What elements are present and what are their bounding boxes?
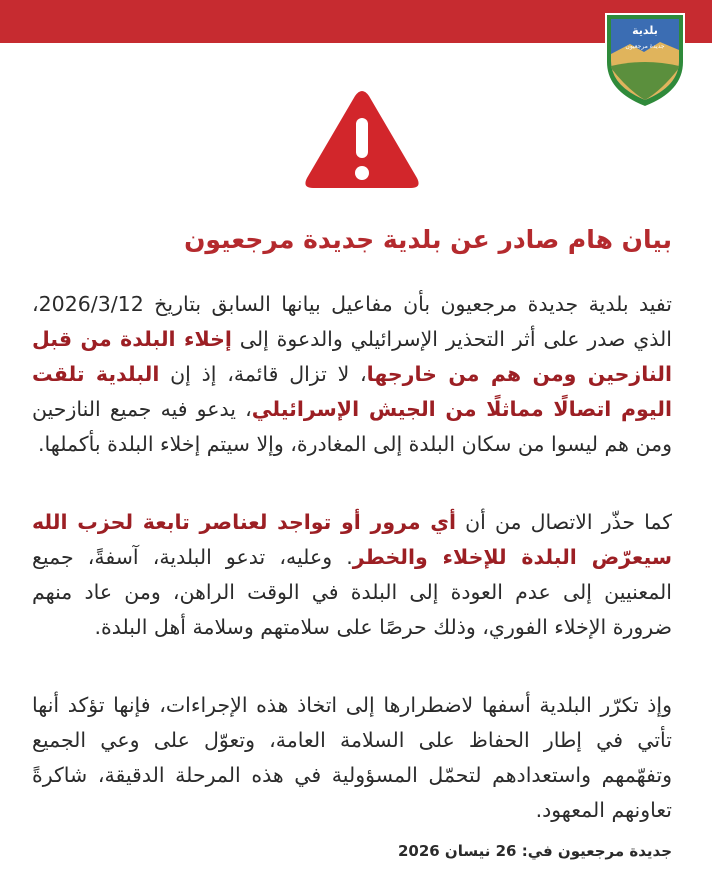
paragraph-3: وإذ تكرّر البلدية أسفها لاضطرارها إلى اتخاذ هذه الإجراءات، فإنها تؤكد أنها تأتي في إطار الحفاظ على السلامة العامة، وتعوّل على وعي الجميع وتفهّمهم واستعدادهم لتحمّل المسؤولية في هذه المرحلة الدقيقة، شاكرةً تعاونهم المعهود. <box>32 693 672 822</box>
svg-text:جديدة مرجعيون: جديدة مرجعيون <box>625 43 665 50</box>
paragraph-1: تفيد بلدية جديدة مرجعيون بأن مفاعيل بيانها السابق بتاريخ 2026/3/12، الذي صدر على أثر التحذير الإسرائيلي والدعوة إلى إخلاء البلدة من قبل النازحين ومن هم من خارجها، لا تزال قائمة، إذ إن البلدية تلقت اليوم اتصالًا مماثلًا من الجيش الإسرائيلي، يدعو فيه جميع النازحين ومن هم ليسوا من سكان البلدة إلى المغادرة، وإلا سيتم إخلاء البلدة بأكملها. <box>32 292 672 456</box>
municipality-logo <box>600 10 690 110</box>
paragraph-2: كما حذّر الاتصال من أن أي مرور أو تواجد لعناصر تابعة لحزب الله سيعرّض البلدة للإخلاء والخطر. وعليه، تدعو البلدية، آسفةً، جميع المعنيين إلى عدم العودة إلى البلدة في الوقت الراهن، ومن عاد منهم ضرورة الإخلاء الفوري، وذلك حرصًا على سلامتهم وسلامة أهل البلدة. <box>32 510 672 639</box>
date-footer: جديدة مرجعيون في: 26 نيسان 2026 <box>397 842 672 860</box>
statement-title: بيان هام صادر عن بلدية جديدة مرجعيون <box>184 225 672 254</box>
warning-triangle-icon <box>303 88 421 192</box>
svg-text:بلدية: بلدية <box>632 24 658 37</box>
